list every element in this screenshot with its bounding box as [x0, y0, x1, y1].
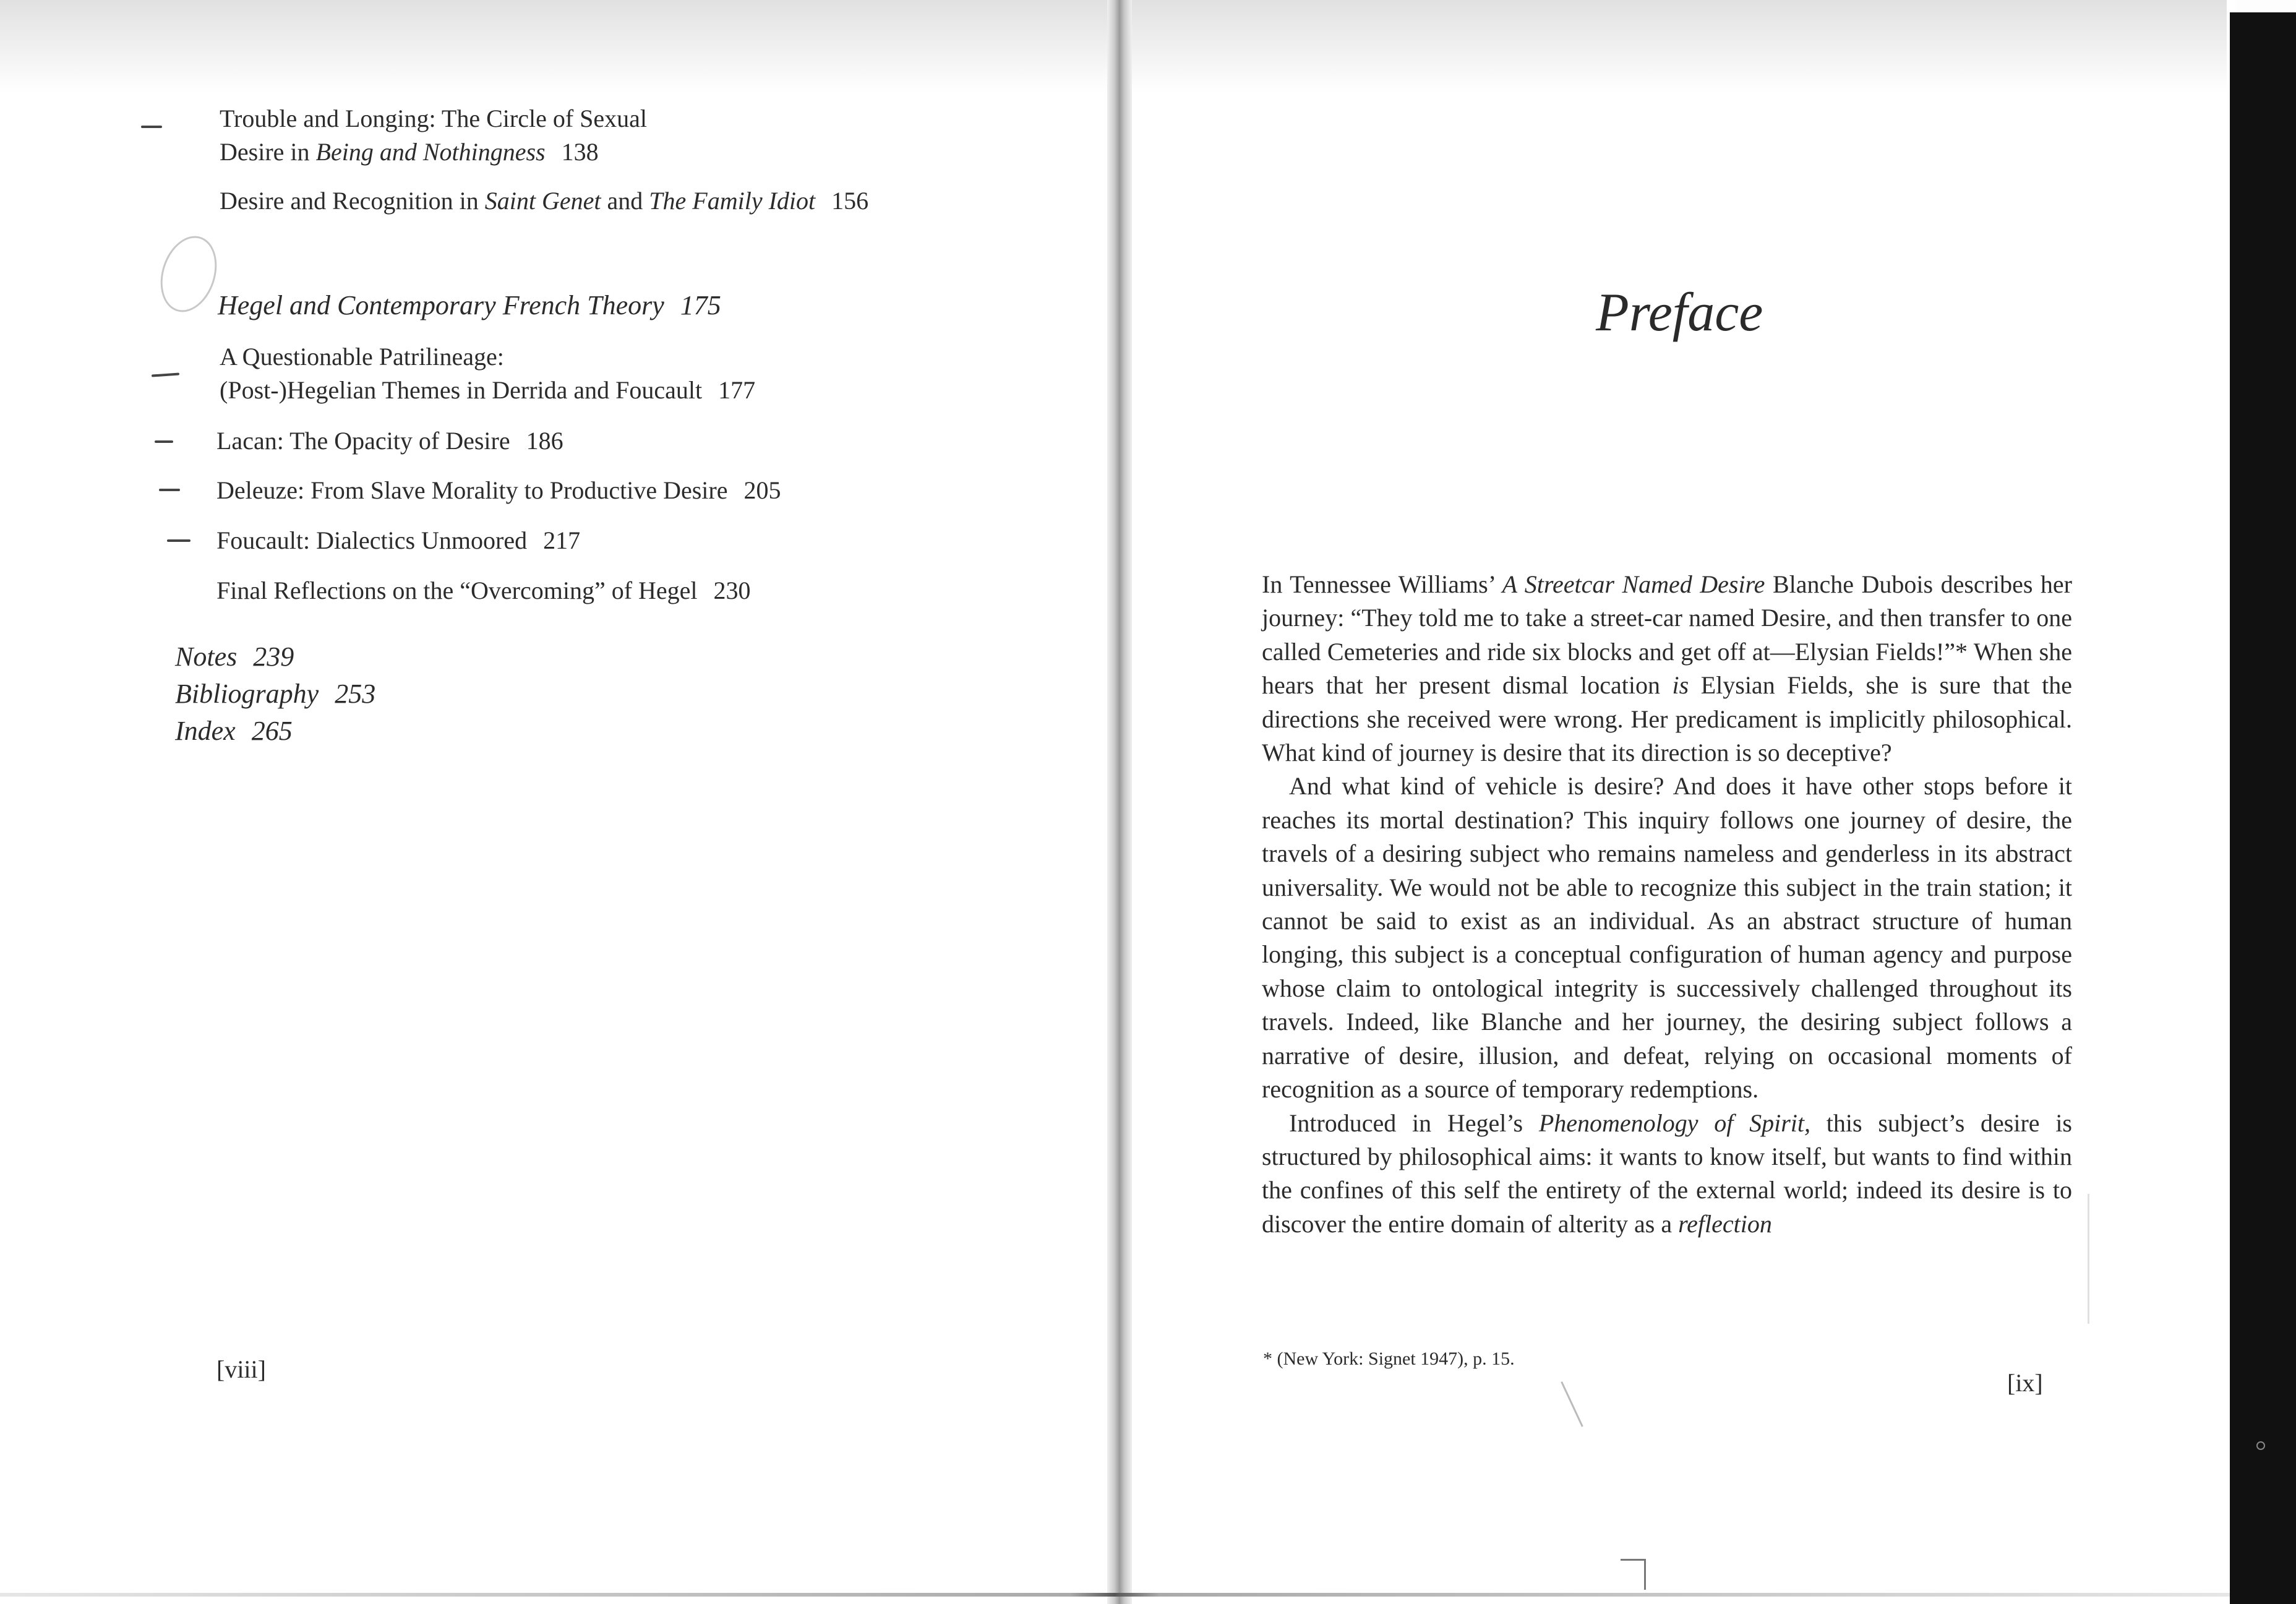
toc-page-number: 156 [831, 187, 869, 215]
toc-entry-text: (Post-)Hegelian Themes in Derrida and Foucault [220, 376, 703, 404]
paragraph-italic: Phenomenology of Spirit, [1538, 1109, 1811, 1137]
preface-heading: Preface [1596, 283, 1763, 343]
toc-entry-italic: Saint Genet [484, 187, 601, 215]
toc-back-matter [175, 638, 375, 750]
toc-page-number: 230 [713, 577, 751, 604]
pencil-dash-mark [167, 539, 191, 542]
stray-mark [2088, 1194, 2089, 1324]
footnote: * (New York: Signet 1947), p. 15. [1263, 1349, 1515, 1369]
book-gutter [1107, 0, 1132, 1604]
toc-page-number: 177 [718, 376, 756, 404]
scan-edge-shadow [2230, 12, 2296, 1604]
pencil-dash-mark [159, 489, 180, 491]
paragraph-text: Introduced in Hegel’s [1289, 1109, 1539, 1137]
preface-paragraph [1262, 770, 2072, 1106]
toc-page-number: 265 [251, 716, 293, 746]
toc-entry-text: Desire and Recognition in [220, 187, 485, 215]
toc-entry-lacan [216, 424, 563, 458]
page-bottom-edge [0, 1593, 2230, 1597]
toc-entry-text: Lacan: The Opacity of Desire [216, 427, 510, 455]
paragraph-italic: A Streetcar Named Desire [1502, 570, 1765, 598]
scan-speck [2256, 1441, 2265, 1450]
page-number-right: [ix] [2007, 1369, 2043, 1397]
toc-chapter-title: Hegel and Contemporary French Theory [218, 290, 664, 320]
toc-entry-title: Bibliography [175, 679, 319, 709]
page-number-left: [viii] [216, 1355, 266, 1383]
toc-page-number: 217 [543, 526, 581, 554]
toc-entry-line [220, 374, 755, 407]
pencil-dash-mark [152, 372, 179, 377]
toc-page-number: 175 [680, 290, 721, 320]
paragraph-italic: reflection [1678, 1209, 1772, 1238]
toc-back-matter-item [175, 675, 375, 713]
toc-entry-title: Index [175, 716, 236, 746]
left-page [0, 0, 1113, 1604]
pencil-circle-mark [152, 229, 226, 319]
stray-mark [1644, 1559, 1646, 1590]
toc-page-number: 253 [335, 679, 376, 709]
toc-entry-title: Notes [175, 641, 238, 672]
toc-entry-patrilineage [220, 340, 755, 407]
toc-entry-italic: Being and Nothingness [315, 138, 546, 166]
toc-back-matter-item [175, 713, 375, 750]
toc-page-number: 186 [526, 427, 563, 455]
toc-entry-text: and [601, 187, 649, 215]
toc-entry-line: A Questionable Patrilineage: [220, 343, 504, 371]
preface-body [1262, 568, 2072, 1241]
paragraph-text: And what kind of vehicle is desire? And does it have other stops before it reaches its mortal destination? This inquiry follows one journey of desire, the travels of a desiring subject who remains nameless and genderless in its abstract universality. We would not be able to recognize this subject in the train station; it cannot be said to exist as an individual. As an abstract structure of human longing, this subject is a conceptual configuration of human agency and purpose whose claim to ontological integrity is successively challenged throughout its travels. Indeed, like Blanche and her journey, the desiring subject follows a narrative of desire, illusion, and defeat, relying on occasional moments of recognition as a source of temporary redemptions. [1262, 772, 2072, 1104]
toc-entry-deleuze [216, 474, 781, 507]
paragraph-italic: is [1672, 671, 1689, 700]
toc-entry-foucault [216, 524, 580, 557]
toc-entry-desire-and-recognition [220, 184, 868, 218]
toc-entry-final-reflections [216, 574, 751, 607]
paragraph-text: Blanche Dubois describes her journey: “They told me to take a street-car named Desire, and then transfer to one called Cemeteries and ride six blocks and get off at—Elysian Fields!”* When she hears that her present dismal location [1262, 570, 2072, 700]
preface-paragraph [1262, 1107, 2072, 1242]
toc-page-number: 205 [743, 476, 781, 504]
toc-entry-text: Final Reflections on the “Overcoming” of Hegel [216, 577, 698, 604]
toc-entry-trouble-and-longing [220, 102, 647, 169]
toc-entry-line [220, 135, 647, 169]
pencil-dash-mark [155, 440, 173, 443]
paragraph-text: this subject’s desire is structured by philosophical aims: it wants to know itself, but wants to find within the confines of this self the entirety of the external world; indeed its desire is to discover the entire domain of alterity as a [1262, 1109, 2072, 1238]
pencil-dash-mark [141, 126, 162, 128]
toc-page-number: 138 [561, 138, 599, 166]
paragraph-text: In Tennessee Williams’ [1262, 570, 1502, 598]
toc-back-matter-item [175, 638, 375, 675]
toc-entry-text: Deleuze: From Slave Morality to Productive Desire [216, 476, 728, 504]
toc-page-number: 239 [253, 641, 294, 672]
toc-entry-text: Desire in [220, 138, 316, 166]
toc-entry-text: Foucault: Dialectics Unmoored [216, 526, 528, 554]
paragraph-text: Elysian Fields, she is sure that the directions she received were wrong. Her predicament is implicitly philosophical. What kind of journey is desire that its direction is so deceptive? [1262, 671, 2073, 767]
toc-chapter-heading [218, 289, 721, 321]
preface-paragraph [1262, 568, 2072, 770]
toc-entry-line: Trouble and Longing: The Circle of Sexual [220, 105, 648, 132]
toc-entry-italic: The Family Idiot [649, 187, 816, 215]
stray-mark [1621, 1559, 1645, 1561]
